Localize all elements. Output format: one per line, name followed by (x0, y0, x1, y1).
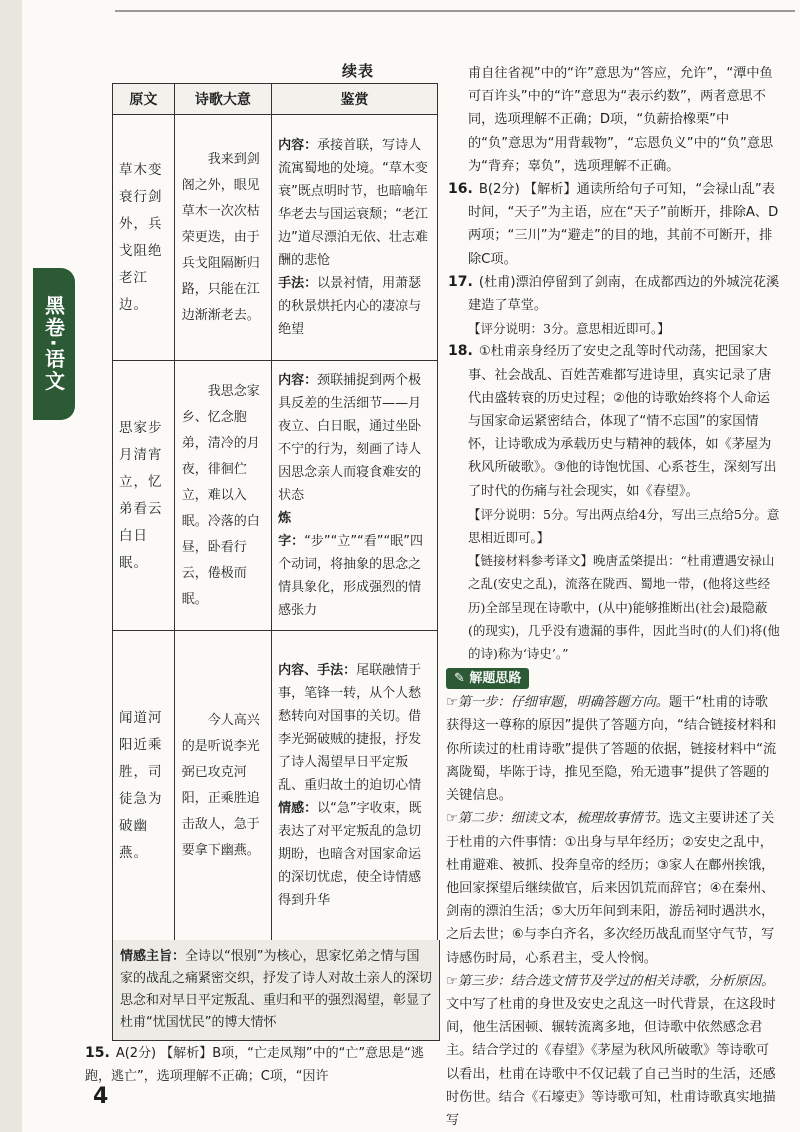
header-rule (115, 10, 795, 12)
question-number: 17. (448, 273, 473, 290)
step-text: 题干“杜甫的诗歌获得这一尊称的原因”提供了答题方向，“结合链接材料和你所读过的杜甫诗歌”提供了答题的依据，链接材料中“流离陇蜀，毕陈于诗，推见至隐，殆无遗事”提供了答题的关键信息。 (446, 695, 777, 804)
poem-analysis-table (112, 83, 438, 941)
thinking-badge (446, 668, 529, 689)
table-row (113, 361, 438, 631)
thinking-step (446, 691, 780, 807)
answer-text: (杜甫)漂泊停留到了剑南，在成都西边的外城浣花溪建造了草堂。 (468, 274, 780, 314)
answer-18 (446, 340, 780, 502)
step-icon: ☞ (446, 811, 458, 827)
step-icon: ☞ (446, 973, 458, 989)
step-text: 选文主要讲述了关于杜甫的六件事情：①出身与早年经历；②安史之乱中，杜甫避难、被抓、投奔皇帝的经历；③家人在鄜州挨饿，他回家探望后继续做官，后来因饥荒而辞官；④在秦州、剑南的漂泊生活；⑤大历年间到耒阳，游岳祠时遇洪水，之后去世；⑥与李白齐名，多次经历战乱而坚守气节，写诗感伤时局，心系君主，受人怜悯。 (446, 811, 775, 966)
question-number: 15. (85, 1045, 110, 1061)
summary-label: 情感主旨： (120, 949, 186, 964)
table-caption: 续表 (342, 62, 375, 80)
appreciation-label: 手法： (278, 276, 318, 291)
appreciation-text: “步”“立”“看”“眠”四个动词，将抽象的思念之情具象化，形成强烈的情感张力 (278, 534, 423, 618)
appreciation (272, 361, 438, 631)
answer-17 (446, 271, 780, 317)
appreciation (272, 631, 438, 941)
original-text: 思家步月清宵立，忆弟看云白日眠。 (113, 361, 175, 631)
link-material-translation: 【链接材料参考译文】晚唐孟棨提出：“杜甫遭遇安禄山之乱(安史之乱)，流落在陇西、蜀地一带，(他将这些经历)全部呈现在诗歌中，(从中)能够推断出(社会)最隐蔽(的现实)，几乎没有遗漏的事件，因此当时(的人们)将(他的诗)称为‘诗史’。” (468, 553, 780, 662)
original-text: 草木变衰行剑外，兵戈阻绝老江边。 (113, 115, 175, 361)
appreciation-label: 情感： (278, 801, 318, 816)
table-row (113, 115, 438, 361)
poem-meaning: 我来到剑阁之外，眼见草木一次次枯荣更迭，由于兵戈阻隔断归路，只能在江边渐渐老去。 (174, 115, 271, 361)
table-row (113, 631, 438, 941)
summary-text: 全诗以“恨别”为核心，思家忆弟之情与国家的战乱之痛紧密交织，抒发了诗人对故土亲人的深切思念和对早日平定叛乱、重归和平的强烈渴望，彰显了杜甫“忧国忧民”的博大情怀 (120, 949, 433, 1030)
step-icon: ☞ (446, 695, 458, 711)
step-label: 第二步：细读文本，梳理故事情节。 (457, 811, 669, 827)
appreciation-text: 以“急”字收束，既表达了对平定叛乱的急切期盼，也暗含对国家命运的深切忧虑，使全诗情感得到升华 (278, 801, 422, 908)
side-tab: 黑卷·语文 (33, 268, 75, 420)
appreciation-text: 承接首联，写诗人流寓蜀地的处境。“草木变衰”既点明时节，也暗喻年华老去与国运衰颓；“老江边”道尽漂泊无依、壮志难酬的悲怆 (278, 138, 428, 268)
original-text: 闻道河阳近乘胜，司徒急为破幽燕。 (113, 631, 175, 941)
appreciation-label: 内容、手法： (278, 663, 357, 678)
appreciation-text: 尾联融情于事，笔锋一转，从个人愁愁转向对国事的关切。借李光弼破贼的捷报，抒发了诗人渴望早日平定叛乱、重归故土的迫切心情 (278, 663, 422, 793)
appreciation-label: 内容： (278, 138, 318, 153)
answer-text: A(2分) 【解析】B项，“亡走凤翔”中的“亡”意思是“逃跑，逃亡”，选项理解不正确；C项，“因许 (85, 1046, 424, 1084)
table-header-row (113, 84, 438, 115)
scoring-note: 【评分说明：3分。意思相近即可。】 (468, 321, 670, 337)
scoring-note: 【评分说明：5分。写出两点给4分，写出三点给5分。意思相近即可。】 (468, 506, 780, 546)
header-appreciation: 鉴赏 (272, 84, 438, 115)
appreciation (272, 115, 438, 361)
page-number: 4 (93, 1084, 109, 1109)
right-column (446, 62, 780, 1132)
answer-15-continued: 甫自往省视”中的“许”意思为“答应，允许”，“潭中鱼可百许头”中的“许”意思为“表示约数”，两者意思不同，选项理解不正确；D项，“负薪拾橡栗”中的“负”意思为“用背载物”，“忘恩负义”中的“负”意思为“背弃；辜负”，选项理解不正确。 (468, 66, 774, 174)
appreciation-text: 颈联捕捉到两个极具反差的生活细节——月夜立、白日眠，通过坐卧不宁的行为，刻画了诗人因思念亲人而寝食难安的状态 (278, 373, 422, 503)
emotion-summary (112, 940, 440, 1041)
poem-meaning: 今人高兴的是听说李光弼已攻克河阳，正乘胜追击敌人，急于要拿下幽燕。 (174, 631, 271, 941)
step-label: 第三步：结合选文情节及学过的相关诗歌，分析原因。 (457, 973, 775, 989)
poem-meaning: 我思念家乡、忆念胞弟，清冷的月夜，徘徊伫立，难以入眠。冷落的白昼，卧看行云，倦极而眠。 (174, 361, 271, 631)
appreciation-label: 炼字： (278, 511, 305, 549)
header-original: 原文 (113, 84, 175, 115)
thinking-step (446, 807, 780, 969)
appreciation-label: 内容： (278, 373, 318, 388)
thinking-step (446, 970, 780, 1132)
answer-15 (85, 1042, 440, 1088)
answer-16 (446, 178, 780, 271)
header-meaning: 诗歌大意 (174, 84, 271, 115)
question-number: 16. (448, 181, 473, 198)
step-text: 文中写了杜甫的身世及安史之乱这一时代背景，在这段时间，他生活困顿、辗转流离多地，但诗歌中依然感念君主。结合学过的《春望》《茅屋为秋风所破歌》等诗歌可以看出，杜甫在诗歌中不仅记载了自己当时的生活，还感时伤世。结合《石壕吏》等诗歌可知，杜甫诗歌真实地描写 (446, 996, 776, 1128)
answer-text: ①杜甫亲身经历了安史之乱等时代动荡，把国家大事、社会战乱、百姓苦难都写进诗里，真实记录了唐代由盛转衰的历史过程；②他的诗歌始终将个人命运与国家命运紧密结合，体现了“情不忘国”的家国情怀，让诗歌成为承载历史与精神的载体，如《茅屋为秋风所破歌》。③他的诗饱忧国、心系苍生，深刻写出了时代的伤痛与社会现实，如《春望》。 (468, 344, 777, 499)
page-margin-strip (0, 0, 22, 1132)
answer-text: B(2分) 【解析】通读所给句子可知，“会禄山乱”表时间，“天子”为主语，应在“天子”前断开，排除A、D两项；“三川”为“避走”的目的地，其前不可断开，排除C项。 (468, 182, 779, 267)
pencil-icon: ✎ (454, 671, 470, 687)
step-label: 第一步：仔细审题，明确答题方向。 (457, 695, 669, 711)
badge-label: 解题思路 (469, 671, 522, 687)
appreciation-text: 以景衬情，用萧瑟的秋景烘托内心的凄凉与绝望 (278, 276, 422, 337)
question-number: 18. (448, 343, 473, 360)
